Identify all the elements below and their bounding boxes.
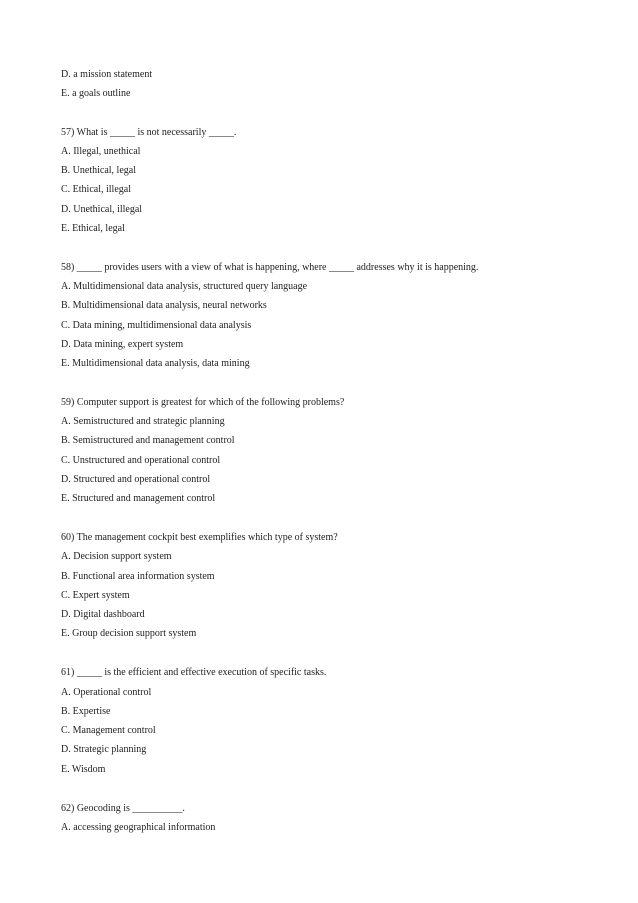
option-62-a: A. accessing geographical information bbox=[61, 822, 216, 833]
question-59: 59) Computer support is greatest for which of the following problems? bbox=[61, 397, 345, 408]
option-59-a: A. Semistructured and strategic planning bbox=[61, 416, 225, 427]
option-61-c: C. Management control bbox=[61, 725, 156, 736]
option-61-d: D. Strategic planning bbox=[61, 744, 147, 755]
option-59-d: D. Structured and operational control bbox=[61, 474, 211, 485]
option-57-b: B. Unethical, legal bbox=[61, 165, 136, 176]
option-56-e: E. a goals outline bbox=[61, 88, 131, 99]
option-58-d: D. Data mining, expert system bbox=[61, 339, 184, 350]
option-58-c: C. Data mining, multidimensional data analysis bbox=[61, 320, 252, 331]
option-60-c: C. Expert system bbox=[61, 590, 130, 601]
option-57-e: E. Ethical, legal bbox=[61, 223, 125, 234]
option-60-b: B. Functional area information system bbox=[61, 571, 215, 582]
option-57-a: A. Illegal, unethical bbox=[61, 146, 141, 157]
option-56-d: D. a mission statement bbox=[61, 69, 153, 80]
question-60: 60) The management cockpit best exemplifies which type of system? bbox=[61, 532, 338, 543]
option-57-c: C. Ethical, illegal bbox=[61, 184, 131, 195]
option-59-e: E. Structured and management control bbox=[61, 493, 216, 504]
question-62: 62) Geocoding is __________. bbox=[61, 803, 185, 814]
option-61-e: E. Wisdom bbox=[61, 764, 106, 775]
option-60-d: D. Digital dashboard bbox=[61, 609, 145, 620]
option-59-c: C. Unstructured and operational control bbox=[61, 455, 221, 466]
option-58-e: E. Multidimensional data analysis, data mining bbox=[61, 358, 250, 369]
option-61-b: B. Expertise bbox=[61, 706, 111, 717]
option-61-a: A. Operational control bbox=[61, 687, 152, 698]
option-58-b: B. Multidimensional data analysis, neural networks bbox=[61, 300, 267, 311]
option-60-e: E. Group decision support system bbox=[61, 628, 197, 639]
question-58: 58) _____ provides users with a view of what is happening, where _____ addresses why it is happening. bbox=[61, 262, 479, 273]
option-59-b: B. Semistructured and management control bbox=[61, 435, 235, 446]
option-60-a: A. Decision support system bbox=[61, 551, 172, 562]
question-61: 61) _____ is the efficient and effective execution of specific tasks. bbox=[61, 667, 327, 678]
question-57: 57) What is _____ is not necessarily _____. bbox=[61, 127, 237, 138]
option-57-d: D. Unethical, illegal bbox=[61, 204, 143, 215]
option-58-a: A. Multidimensional data analysis, structured query language bbox=[61, 281, 308, 292]
